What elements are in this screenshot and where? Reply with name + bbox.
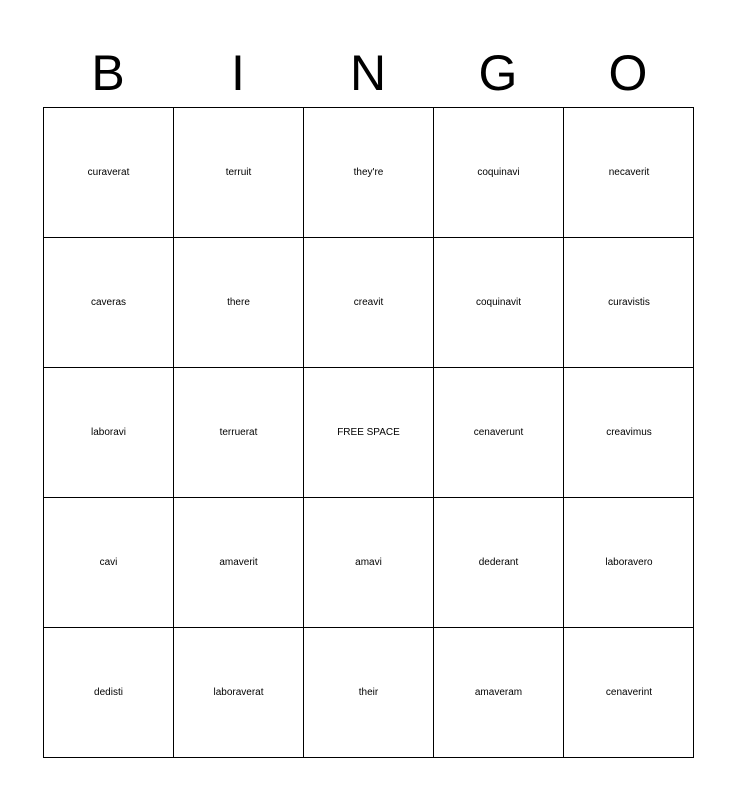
bingo-cell[interactable]: dedisti bbox=[44, 628, 174, 758]
header-letter-n: N bbox=[349, 45, 387, 101]
bingo-cell[interactable]: curavistis bbox=[564, 238, 694, 368]
bingo-cell[interactable]: laboravero bbox=[564, 498, 694, 628]
bingo-cell[interactable]: there bbox=[174, 238, 304, 368]
bingo-cell[interactable]: amavi bbox=[304, 498, 434, 628]
bingo-cell[interactable]: coquinavit bbox=[434, 238, 564, 368]
bingo-cell[interactable]: amaverit bbox=[174, 498, 304, 628]
bingo-cell[interactable]: laboravi bbox=[44, 368, 174, 498]
bingo-cell[interactable]: necaverit bbox=[564, 108, 694, 238]
bingo-cell[interactable]: caveras bbox=[44, 238, 174, 368]
header-letter-i: I bbox=[231, 45, 245, 101]
bingo-cell[interactable]: cenaverunt bbox=[434, 368, 564, 498]
bingo-cell[interactable]: creavimus bbox=[564, 368, 694, 498]
bingo-cell[interactable]: laboraverat bbox=[174, 628, 304, 758]
bingo-cell[interactable]: creavit bbox=[304, 238, 434, 368]
bingo-cell[interactable]: coquinavi bbox=[434, 108, 564, 238]
bingo-cell[interactable]: curaverat bbox=[44, 108, 174, 238]
bingo-cell[interactable]: amaveram bbox=[434, 628, 564, 758]
bingo-board bbox=[43, 107, 694, 758]
free-space-cell[interactable]: FREE SPACE bbox=[304, 368, 434, 498]
bingo-header bbox=[43, 40, 693, 106]
bingo-cell[interactable]: dederant bbox=[434, 498, 564, 628]
bingo-cell[interactable]: they're bbox=[304, 108, 434, 238]
header-letter-b: B bbox=[91, 45, 125, 101]
bingo-cell[interactable]: their bbox=[304, 628, 434, 758]
bingo-cell[interactable]: terruerat bbox=[174, 368, 304, 498]
header-letter-g: G bbox=[478, 45, 518, 101]
header-letter-o: O bbox=[608, 45, 648, 101]
bingo-cell[interactable]: cenaverint bbox=[605, 687, 653, 699]
bingo-cell[interactable]: terruit bbox=[174, 108, 304, 238]
bingo-cell[interactable]: cavi bbox=[44, 498, 174, 628]
